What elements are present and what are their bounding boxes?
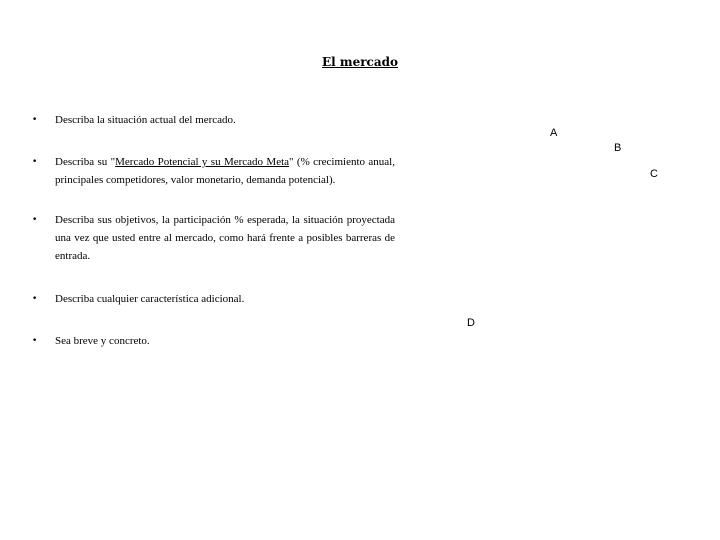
bullet-dot-icon: • — [32, 115, 38, 125]
marker-a: A — [550, 127, 558, 139]
list-item — [55, 153, 395, 189]
slide-title: El mercado — [321, 55, 398, 69]
item-text-segment: Describa su " — [55, 156, 116, 168]
bullet-dot-icon: • — [32, 336, 38, 346]
marker-c: C — [650, 168, 658, 180]
marker-b: B — [614, 142, 622, 154]
list-item: Sea breve y concreto. — [55, 335, 150, 347]
list-item: Describa sus objetivos, la participación % esperada, la situación proyectada una vez que usted entre al mercado, como hará frente a posibles barreras de entrada. — [55, 214, 395, 262]
bullet-dot-icon: • — [32, 215, 38, 225]
bullet-dot-icon: • — [32, 157, 38, 167]
mercado-meta-term: Mercado Meta — [223, 156, 290, 168]
list-item: Describa la situación actual del mercado. — [55, 114, 236, 126]
marker-d: D — [467, 317, 475, 329]
list-item: Describa cualquier característica adicional. — [55, 293, 245, 305]
mercado-potencial-term: Mercado Potencial — [115, 156, 199, 168]
bullet-dot-icon: • — [32, 294, 38, 304]
item-text-segment: " (% crecimiento anual, principales competidores, valor monetario, demanda potencial). — [55, 156, 395, 186]
item-text-segment: y su — [198, 156, 224, 168]
